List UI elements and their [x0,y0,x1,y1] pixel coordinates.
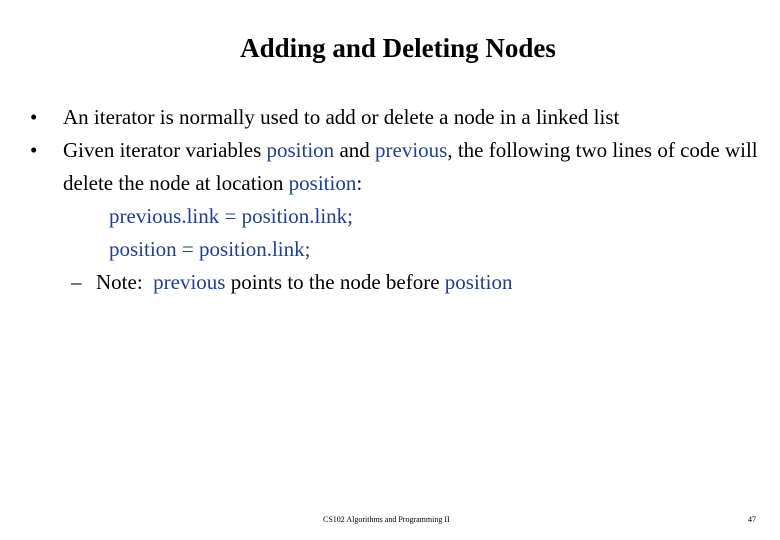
slide-body [30,101,770,299]
note-item [30,266,770,299]
bullet-item [30,101,770,134]
bullet-text: , the following two lines of code will delete the node at location [63,138,758,195]
bullet-item [30,134,770,200]
footer-course: CS102 Algorithms and Programming II [323,515,450,524]
bullet-text: and [334,138,376,162]
keyword-position: position [288,171,357,195]
note-prefix: Note: [96,270,154,294]
keyword-previous: previous [375,138,448,162]
bullet-text: An iterator is normally used to add or delete a node in a linked list [63,105,620,129]
keyword-position: position [266,138,335,162]
page-number: 47 [748,515,756,524]
note-text: points to the node before [225,270,445,294]
bullet-icon: • [30,138,38,162]
slide-title: Adding and Deleting Nodes [240,33,556,63]
keyword-position: position [444,270,513,294]
bullet-text: Given iterator variables [63,138,267,162]
dash-icon: – [71,270,82,294]
keyword-previous: previous [153,270,226,294]
code-line: previous.link = position.link; [109,204,354,228]
bullet-text: : [356,171,363,195]
code-line: position = position.link; [109,237,311,261]
bullet-icon: • [30,105,38,129]
